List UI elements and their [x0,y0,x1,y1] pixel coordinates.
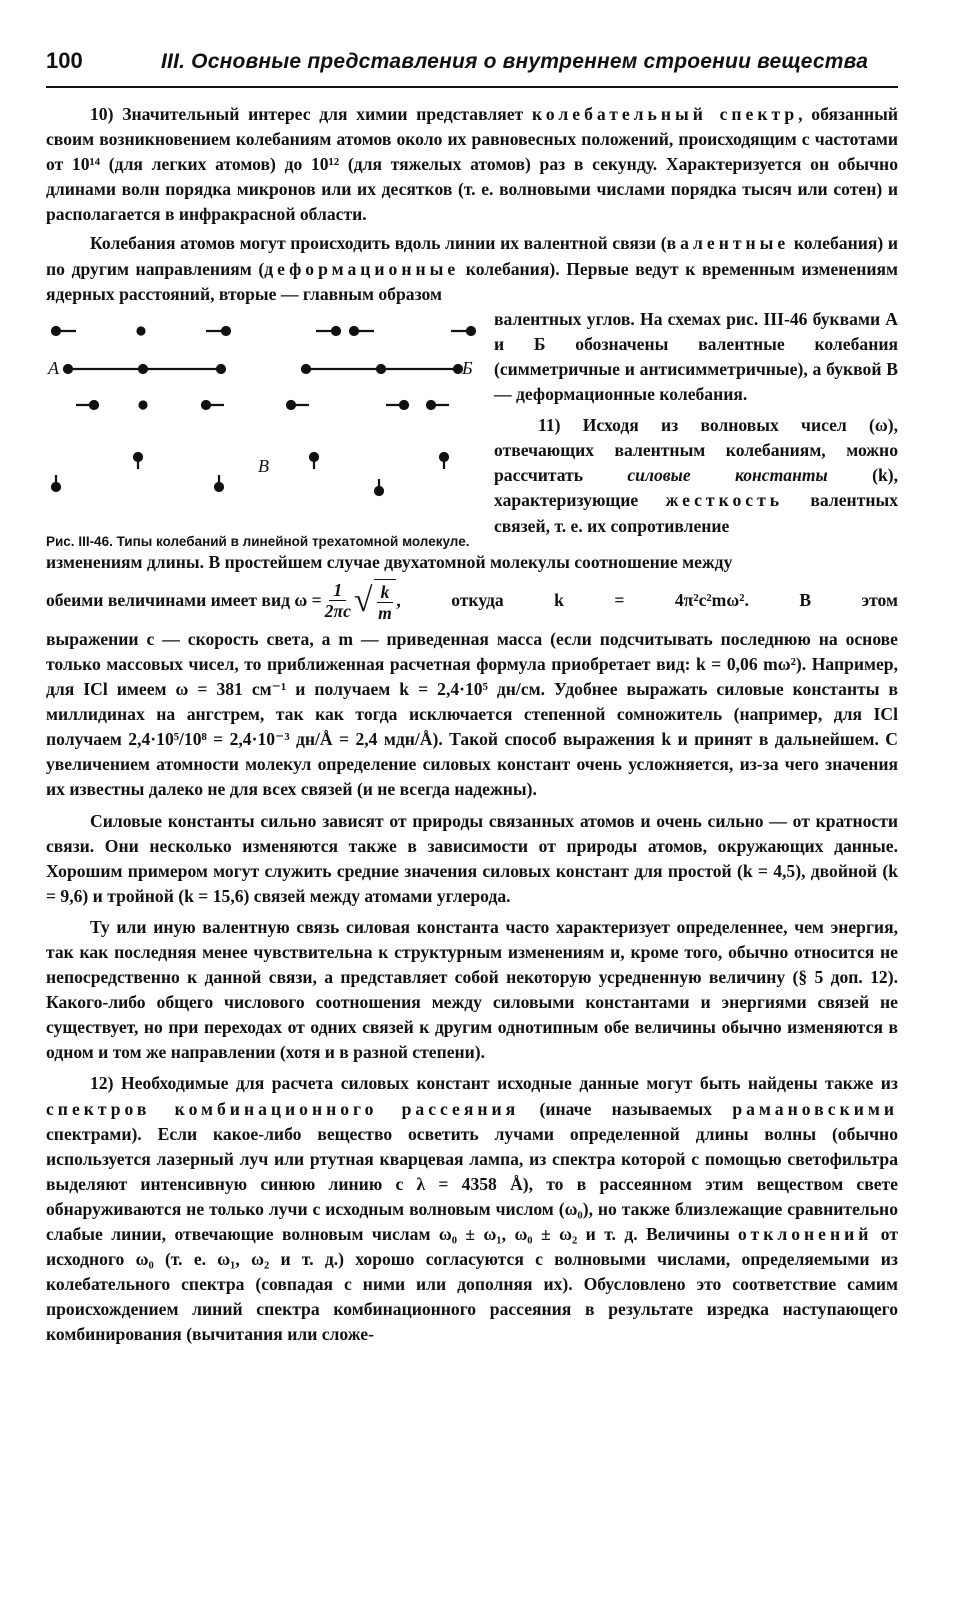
label-a: А [48,357,59,378]
paragraph-vibrations: Колебания атомов могут происходить вдоль линии их валентной связи (валентные колебания) и по другим направлениям (деформационные колебания). Первые ведут к временным изменениям ядерных расстояний, вторые — главным образом [46,233,898,304]
running-title: III. Основные представления о внутреннем строении вещества [161,50,869,73]
paragraph-10: 10) Значительный интерес для химии представляет колебательный спектр, обязанный своим возникновением колебаниям атомов около их равновесных положений, происходящим с частотами от 10¹⁴ (для легких атомов) до 10¹² (для тяжелых атомов) раз в секунду. Характеризуется он обычно длинами волн порядка микронов или их десятков (т. е. волновыми числами порядка тысяч или сотен) и располагается в инфракрасной области. [46,104,898,225]
paragraph-force-constants: Силовые константы сильно зависят от природы связанных атомов и очень сильно — от кратности связи. Они несколько изменяются также в зависимости от природы атомов, окружающих данные. Хорошим примером могут служить средние значения силовых констант для простой (k = 4,5), двойной (k = 9,6) и тройной (k = 15,6) связей между атомами углерода. [46,810,898,906]
paragraph-11-rest: выражении c — скорость света, а m — приведенная масса (если подсчитывать последнюю на основе только массовых чисел, то приближенная расчетная формула приобретает вид: k = 0,06 mω²). Например, для ICl имеем ω = 381 см⁻¹ и получаем k = 2,4·10⁵ дн/см. Удобнее выражать силовые константы в миллидинах на ангстрем, так как тогда исключается степенной сомножитель (например, для ICl получаем 2,4·10⁵/10⁸ = 2,4·10⁻³ дн/Å = 2,4 мдн/Å). Такой способ выражения k и принят в дальнейшем. С увеличением атомности молекул определение силовых констант очень усложняется, из-за чего значения их известны далеко не для всех связей (и не всегда надежны). [46,628,898,800]
label-v: В [258,455,269,476]
formula-line: обеими величинами имеет вид ω = $\frac{1}{2\pi c}$ √ $\frac{k}{m}$ , откуда k = 4π²c²mω². В этом [46,580,898,623]
fraction: $\frac{1}{2\pi c}$ [324,580,351,622]
paragraph-energy: Ту или иную валентную связь силовая константа часто характеризует определеннее, чем энергия, так как последняя менее чувствительна к структурным изменениям и, кроме того, обычно относится не непосредственно к данной связи, а представляет собой некоторую усредненную величину (§ 5 доп. 12). Какого-либо общего числового соотношения между силовыми константами и энергиями связей не существует, но при переходах от одних связей к другим однотипным обе величины обычно изменяются в одном и том же направлении (хотя и в разной степени). [46,916,898,1063]
vibration-diagram [46,307,486,527]
paragraph-12: 12) Необходимые для расчета силовых констант исходные данные могут быть найдены также из спектров комбинационного рассеяния (иначе называемых рамановскими спектрами). Если какое-либо вещество осветить лучами определенной длины волны (обычно используется лазерный луч или ртутная кварцевая лампа, из спектра которой с помощью светофильтра выделяют интенсивную синюю линию с λ = 4358 Å), то в рассеянном этим веществом свете обнаруживаются не только лучи с исходным волновым числом (ω₀), но также близлежащие сравнительно слабые линии, отвечающие волновым числам ω₀ ± ω₁, ω₀ ± ω₂ и т. д. Величины отклонений от исходного ω₀ (т. е. ω₁, ω₂ и т. д.) хорошо согласуются с волновыми числами, определяемыми из колебательного спектра (совпадая с ними или дополняя их). Обусловлено это соответствие самим происхождением линий спектра комбинационного рассеяния в результате изредка наступающего комбинирования (вычитания или сложе- [46,1073,898,1345]
label-b: Б [462,357,473,378]
figure-block [46,307,898,550]
figure-side-text: валентных углов. На схемах рис. III-46 буквами А и Б обозначены валентные колебания (симметричные и антисимметричные), а буквой В — деформационные колебания. 11) Исходя из волновых чисел (ω), отвечающих валентным колебаниям, можно рассчитать силовые константы (k), характеризующие жесткость валентных связей, т. е. их сопротивление [494,307,898,550]
page-number: 100 [46,48,83,73]
figure-caption: Рис. III-46. Типы колебаний в линейной трехатомной молекуле. [46,533,470,549]
paragraph-11: 11) Исходя из волновых чисел (ω), отвечающих валентным колебаниям, можно рассчитать силовые константы (k), характеризующие жесткость валентных связей, т. е. их сопротивление [494,415,899,536]
page-header [46,48,898,88]
figure-III-46 [46,307,494,550]
sqrt-symbol: √ [353,581,373,619]
page [46,48,898,1347]
paragraph-11-continued: изменениям длины. В простейшем случае двухатомной молекулы соотношение между [46,551,733,572]
